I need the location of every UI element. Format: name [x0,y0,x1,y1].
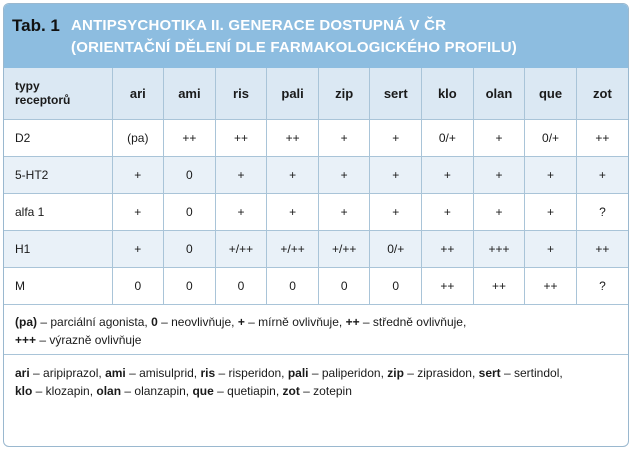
table-cell: + [525,230,577,267]
table-cell: + [318,193,370,230]
legend-key: ++ [345,314,360,329]
table-frame [3,3,629,447]
table-cell: +++ [473,230,525,267]
legend-key: +++ [15,332,37,347]
legend-desc: – výrazně ovlivňuje [36,332,142,347]
column-header: klo [422,68,474,119]
abbr-desc: – aripiprazol, [29,365,106,380]
table-cell: ++ [576,230,628,267]
table-cell: ++ [422,267,474,304]
table-cell: + [112,156,164,193]
table-cell: 0 [164,267,216,304]
column-header: olan [473,68,525,119]
table-cell: 0 [164,156,216,193]
table-cell: 0/+ [370,230,422,267]
table-cell: + [525,193,577,230]
row-label: H1 [4,230,112,267]
abbr-desc: – quetiapin, [213,383,283,398]
table-row [4,267,628,304]
title-band [4,4,628,68]
table-title-line-1: ANTIPSYCHOTIKA II. GENERACE DOSTUPNÁ V ČR [71,17,447,34]
abbr-desc: – ziprasidon, [403,365,479,380]
table-cell: 0 [112,267,164,304]
table-cell: ++ [525,267,577,304]
header-receptor-types-line-1: typy [15,79,40,94]
table-cell: ++ [164,119,216,156]
table-cell: +/++ [215,230,267,267]
table-cell: + [473,156,525,193]
abbr-desc: – zotepin [299,383,352,398]
table-cell: + [370,119,422,156]
header-receptor-types [4,68,112,119]
legend-key: (pa) [15,314,37,329]
abbr-desc: – klozapin, [32,383,97,398]
table-cell: + [422,193,474,230]
table-cell: + [112,193,164,230]
abbr-desc: – olanzapin, [121,383,193,398]
legend-note [4,305,628,355]
receptor-table [4,68,628,305]
table-title-line-2: (ORIENTAČNÍ DĚLENÍ DLE FARMAKOLOGICKÉHO PROFILU) [71,39,517,56]
table-cell: + [215,193,267,230]
row-label: M [4,267,112,304]
legend-desc: – mírně ovlivňuje, [244,314,346,329]
table-cell: + [422,156,474,193]
table-cell: ? [576,267,628,304]
table-cell: 0/+ [525,119,577,156]
table-cell: ++ [267,119,319,156]
column-header: ari [112,68,164,119]
column-header: zot [576,68,628,119]
abbr-key: ari [15,365,30,380]
column-header: ris [215,68,267,119]
table-row [4,230,628,267]
column-header: pali [267,68,319,119]
table-cell: 0 [318,267,370,304]
table-cell: ? [576,193,628,230]
abbr-desc: – risperidon, [215,365,288,380]
table-cell: + [318,156,370,193]
table-cell: ++ [422,230,474,267]
abbreviations-note [4,355,628,400]
column-header: sert [370,68,422,119]
abbr-key: ris [200,365,216,380]
legend-desc: – parciální agonista, [37,314,152,329]
abbr-key: zot [282,383,300,398]
abbr-desc: – sertindol, [500,365,563,380]
table-cell: 0 [164,193,216,230]
table-cell: + [370,193,422,230]
table-cell: ++ [215,119,267,156]
table-cell: + [112,230,164,267]
table-cell: +/++ [318,230,370,267]
table-cell: + [473,193,525,230]
table-cell: ++ [473,267,525,304]
table-cell: + [215,156,267,193]
table-row [4,119,628,156]
table-cell: 0 [267,267,319,304]
abbr-desc: – amisulprid, [125,365,201,380]
table-cell: + [525,156,577,193]
table-cell: + [576,156,628,193]
table-cell: ++ [576,119,628,156]
row-label: alfa 1 [4,193,112,230]
table-cell: + [267,156,319,193]
legend-key: + [237,314,245,329]
table-cell: + [473,119,525,156]
table-cell: + [318,119,370,156]
abbr-key: pali [287,365,309,380]
header-receptor-types-line-2: receptorů [15,93,71,108]
abbr-desc: – paliperidon, [308,365,388,380]
row-label: D2 [4,119,112,156]
abbr-key: sert [478,365,501,380]
abbr-key: olan [96,383,122,398]
column-header: que [525,68,577,119]
table-row [4,193,628,230]
legend-key: 0 [151,314,158,329]
column-header: ami [164,68,216,119]
abbr-key: que [192,383,214,398]
table-cell: (pa) [112,119,164,156]
table-header-row [4,68,628,119]
table-cell: + [267,193,319,230]
abbr-key: klo [15,383,33,398]
abbr-key: ami [105,365,126,380]
table-cell: 0/+ [422,119,474,156]
table-cell: 0 [164,230,216,267]
legend-desc: – neovlivňuje, [157,314,238,329]
table-cell: 0 [370,267,422,304]
table-cell: + [370,156,422,193]
legend-desc: – středně ovlivňuje, [359,314,467,329]
table-number: Tab. 1 [12,16,60,35]
column-header: zip [318,68,370,119]
table-cell: 0 [215,267,267,304]
abbr-key: zip [387,365,404,380]
row-label: 5-HT2 [4,156,112,193]
table-cell: +/++ [267,230,319,267]
table-row [4,156,628,193]
